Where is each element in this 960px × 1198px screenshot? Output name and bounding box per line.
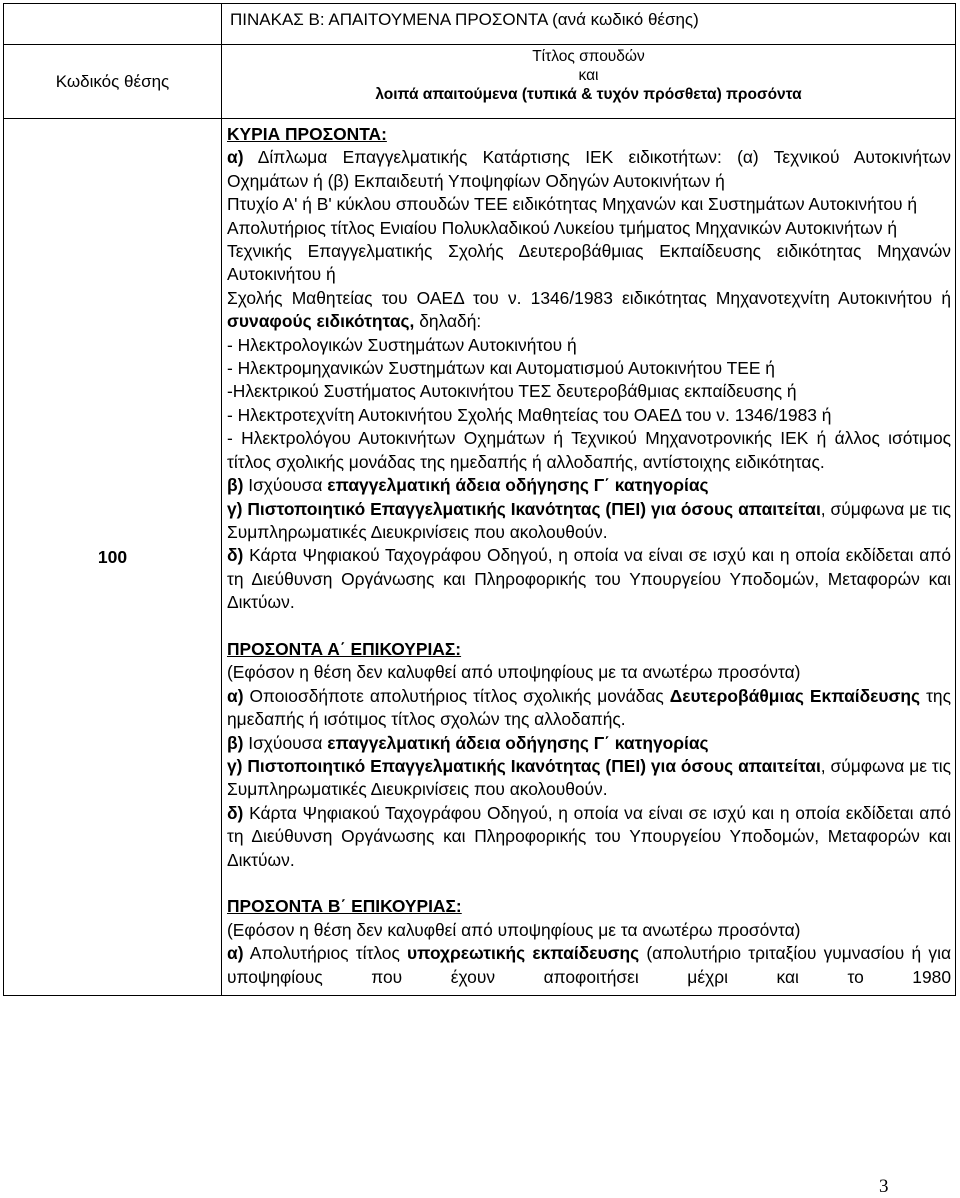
aux-a-item-d: δ) Κάρτα Ψηφιακού Ταχογράφου Οδηγού, η οποία να είναι σε ισχύ και η οποία εκδίδεται από τη Διεύθυνση Οργάνωσης και Πληροφορικής του Υπουργείου Υποδομών, Μεταφορών και Δικτύων. [227, 802, 951, 870]
aux-b-note: (Εφόσον η θέση δεν καλυφθεί από υποψηφίους με τα ανωτέρω προσόντα) [227, 919, 801, 940]
spacer [227, 872, 951, 895]
aux-a-item-b: β) Ισχύουσα επαγγελματική άδεια οδήγησης Γ΄ κατηγορίας [227, 732, 709, 753]
specialty-1: - Ηλεκτρολογικών Συστημάτων Αυτοκινήτου ή [227, 334, 577, 355]
qualifications-column-header [222, 45, 956, 119]
main-qualifications-heading: ΚΥΡΙΑ ΠΡΟΣΟΝΤΑ: [227, 124, 387, 144]
empty-corner-cell [4, 4, 222, 45]
aux-a-item-c: γ) Πιστοποιητικό Επαγγελματικής Ικανότητας (ΠΕΙ) για όσους απαιτείται, σύμφωνα με τις Συμπληρωματικές Διευκρινίσεις που ακολουθούν. [227, 755, 951, 800]
spacer [227, 615, 951, 638]
table-title: ΠΙΝΑΚΑΣ Β: ΑΠΑΙΤΟΥΜΕΝΑ ΠΡΟΣΟΝΤΑ (ανά κωδικό θέσης) [222, 4, 956, 45]
main-item-a-line-5: Σχολής Μαθητείας του ΟΑΕΔ του ν. 1346/1983 ειδικότητας Μηχανοτεχνίτη Αυτοκινήτου ή συναφούς ειδικότητας, δηλαδή: [227, 287, 951, 332]
header-line-2: και [578, 67, 599, 84]
header-line-3: λοιπά απαιτούμενα (τυπικά & τυχόν πρόσθετα) προσόντα [375, 86, 802, 103]
main-item-d: δ) Κάρτα Ψηφιακού Ταχογράφου Οδηγού, η οποία να είναι σε ισχύ και η οποία εκδίδεται από τη Διεύθυνση Οργάνωσης και Πληροφορικής του Υπουργείου Υποδομών, Μεταφορών και Δικτύων. [227, 545, 951, 613]
main-item-a-line-4: Τεχνικής Επαγγελματικής Σχολής Δευτεροβάθμιας Εκπαίδευσης ειδικότητας Μηχανών Αυτοκινήτου ή [227, 241, 951, 285]
specialty-2: - Ηλεκτρομηχανικών Συστημάτων και Αυτοματισμού Αυτοκινήτου ΤΕΕ ή [227, 358, 775, 379]
requirements-table [3, 3, 956, 996]
page-number: 3 [879, 1176, 889, 1197]
aux-b-item-a: α) Απολυτήριος τίτλος υποχρεωτικής εκπαίδευσης (απολυτήριο τριταξίου γυμνασίου ή για υποψηφίους που έχουν αποφοιτήσει μέχρι και το 1980 [227, 943, 951, 987]
specialty-3: -Ηλεκτρικού Συστήματος Αυτοκινήτου ΤΕΣ δευτεροβάθμιας εκπαίδευσης ή [227, 381, 797, 402]
position-code: 100 [4, 119, 222, 996]
aux-b-heading: ΠΡΟΣΟΝΤΑ Β΄ ΕΠΙΚΟΥΡΙΑΣ: [227, 896, 462, 917]
aux-a-item-a: α) Οποιοσδήποτε απολυτήριος τίτλος σχολικής μονάδας Δευτεροβάθμιας Εκπαίδευσης της ημεδαπής ή ισότιμος τίτλος σχολών της αλλοδαπής. [227, 685, 951, 730]
code-column-header: Κωδικός θέσης [4, 45, 222, 119]
main-item-a-line-3: Απολυτήριος τίτλος Ενιαίου Πολυκλαδικού Λυκείου τμήματος Μηχανικών Αυτοκινήτων ή [227, 217, 898, 238]
header-line-1: Τίτλος σπουδών [532, 48, 645, 65]
qualifications-cell [222, 119, 956, 996]
main-item-a-line-2: Πτυχίο Α' ή Β' κύκλου σπουδών ΤΕΕ ειδικότητας Μηχανών και Συστημάτων Αυτοκινήτου ή [227, 194, 918, 215]
specialty-4: - Ηλεκτροτεχνίτη Αυτοκινήτου Σχολής Μαθητείας του ΟΑΕΔ του ν. 1346/1983 ή [227, 404, 832, 425]
aux-a-note: (Εφόσον η θέση δεν καλυφθεί από υποψηφίους με τα ανωτέρω προσόντα) [227, 662, 801, 683]
main-item-a: α) Δίπλωμα Επαγγελματικής Κατάρτισης ΙΕΚ ειδικοτήτων: (α) Τεχνικού Αυτοκινήτων Οχημάτων ή (β) Εκπαιδευτή Υποψηφίων Οδηγών Αυτοκινήτων ή [227, 147, 951, 191]
main-item-b: β) Ισχύουσα επαγγελματική άδεια οδήγησης Γ΄ κατηγορίας [227, 475, 709, 496]
aux-a-heading: ΠΡΟΣΟΝΤΑ Α΄ ΕΠΙΚΟΥΡΙΑΣ: [227, 638, 462, 659]
specialty-5: - Ηλεκτρολόγου Αυτοκινήτων Οχημάτων ή Τεχνικού Μηχανοτρονικής ΙΕΚ ή άλλος ισότιμος τίτλος σχολικής μονάδας της ημεδαπής ή αλλοδαπής, αντίστοιχης ειδικότητας. [227, 428, 951, 472]
main-item-c: γ) Πιστοποιητικό Επαγγελματικής Ικανότητας (ΠΕΙ) για όσους απαιτείται, σύμφωνα με τις Συμπληρωματικές Διευκρινίσεις που ακολουθούν. [227, 498, 951, 542]
